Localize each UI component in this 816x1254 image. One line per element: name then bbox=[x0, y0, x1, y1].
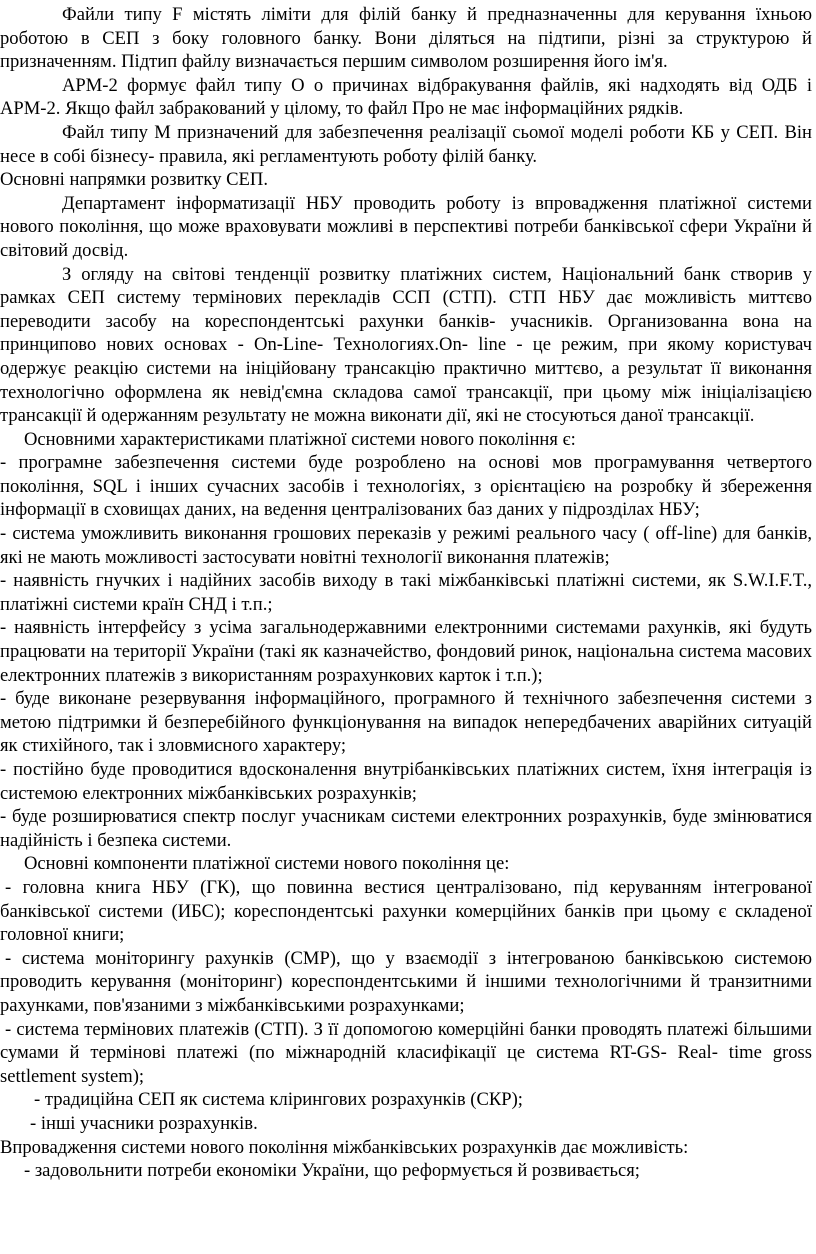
list-item-monitoring-system: - система моніторингу рахунків (СМР), що у взаємодії з інтегрованою банківською системою проводить керування (моніторинг) кореспондентськими й іншими технологічними й транзитними рахунками, пов'язаними з міжбанківськими розрахунками; bbox=[0, 947, 812, 1016]
list-item-software: - програмне забезпечення системи буде розроблено на основі мов програмування четвертого покоління, SQL і інших сучасних засобів і технологіях, з орієнтацією на розробку й збереження інформації в сховищах даних, на ведення централізованих баз даних у підрозділах НБУ; bbox=[0, 452, 812, 521]
paragraph-implementation-intro: Впровадження системи нового покоління міжбанківських розрахунків дає можливість: bbox=[0, 1136, 689, 1158]
paragraph-file-type-m: Файл типу М призначений для забезпечення реалізації сьомої моделі роботи КБ у СЕП. Він несе в собі бізнесу- правила, які регламентують роботу філій банку. bbox=[0, 121, 812, 167]
list-item-interface: - наявність інтерфейсу з усіма загальнодержавними електронними системами рахунків, які будуть працювати на території України (такі як казначейство, фондовий ринок, національна система масових електронних платежів з використанням розрахункових карток і т.п.); bbox=[0, 617, 812, 686]
list-item-general-ledger: - головна книга НБУ (ГК), що повинна вестися централізовано, під керуванням інтегрованої банківської системи (ИБС); кореспондентські рахунки комерційних банків при цьому є складеної головної книги; bbox=[0, 876, 812, 946]
list-item-clearing: - традиційна СЕП як система клірингових розрахунків (СКР); bbox=[34, 1089, 523, 1111]
list-item-other-participants: - інші учасники розрахунків. bbox=[30, 1112, 258, 1134]
paragraph-stp-system: З огляду на світові тенденції розвитку платіжних систем, Національний банк створив у рамках СЕП систему термінових перекладів ССП (СТП). СТП НБУ дає можливість миттєво переводити засобу на кореспондентські рахунки банків- учасників. Организованна вона на принципово нових основах - On-Line- Технологиях.On- line - це режим, при якому користувач одержує реакцію системи на ініційовану трансакцію практично миттєво, а результат її виконання технологічно оформлена як невід'ємна складова самої трансакції, при цьому між ініціалізацією трансакції й одержанням результату не можна виконати дії, які не стосуються даної трансакції. bbox=[0, 263, 812, 427]
paragraph-file-type-f: Файли типу F містять ліміти для філій банку й предназначенны для керування їхньою роботою в СЕП з боку головного банку. Вони діляться на підтипи, різні за структурою й призначенням. Підтип файлу визначається першим символом розширення його ім'я. bbox=[0, 4, 812, 73]
paragraph-main-characteristics-intro: Основними характеристиками платіжної системи нового покоління є: bbox=[24, 428, 576, 450]
list-item-economy-needs: - задовольнити потреби економіки України, що реформується й розвивається; bbox=[24, 1160, 640, 1182]
paragraph-nbu-department: Департамент інформатизації НБУ проводить роботу із впровадження платіжної системи нового покоління, що може враховувати можливі в перспективі потреби банківської сфери України й світовий досвід. bbox=[0, 192, 812, 261]
list-item-urgent-payments: - система термінових платежів (СТП). З її допомогою комерційні банки проводять платежі більшими сумами й термінові платежі (по міжнародній класифікації це система RT-GS- Real- time gross settlement system); bbox=[0, 1018, 812, 1087]
section-heading-sep-development: Основні напрямки розвитку СЕП. bbox=[0, 169, 268, 191]
list-item-improvement: - постійно буде проводитися вдосконалення внутрібанківських платіжних систем, їхня інтеграція із системою електронних міжбанківських розрахунків; bbox=[0, 759, 812, 804]
list-item-redundancy: - буде виконане резервування інформаційного, програмного й технічного забезпечення системи з метою підтримки й безперебійного функціонування на випадок непередбачених аварійних ситуацій як стихійного, так і зловмисного характеру; bbox=[0, 688, 812, 757]
paragraph-arm2-file-type-o: АРМ-2 формує файл типу О о причинах відбракування файлів, які надходять від ОДБ і АРМ-2. Якщо файл забракований у цілому, то файл Про не має інформаційних рядків. bbox=[0, 74, 812, 120]
paragraph-components-intro: Основні компоненти платіжної системи нового покоління це: bbox=[24, 853, 510, 875]
list-item-swift-access: - наявність гнучких і надійних засобів виходу в такі міжбанківські платіжні системи, як S.W.I.F.T., платіжні системи країн СНД і т.п.; bbox=[0, 570, 812, 615]
list-item-realtime-transfers: - система уможливить виконання грошових переказів у режимі реального часу ( off-line) для банків, які не мають можливості застосувати новітні технології виконання платежів; bbox=[0, 523, 812, 568]
list-item-services: - буде розширюватися спектр послуг учасникам системи електронних розрахунків, буде змінюватися надійність і безпека системи. bbox=[0, 806, 812, 851]
